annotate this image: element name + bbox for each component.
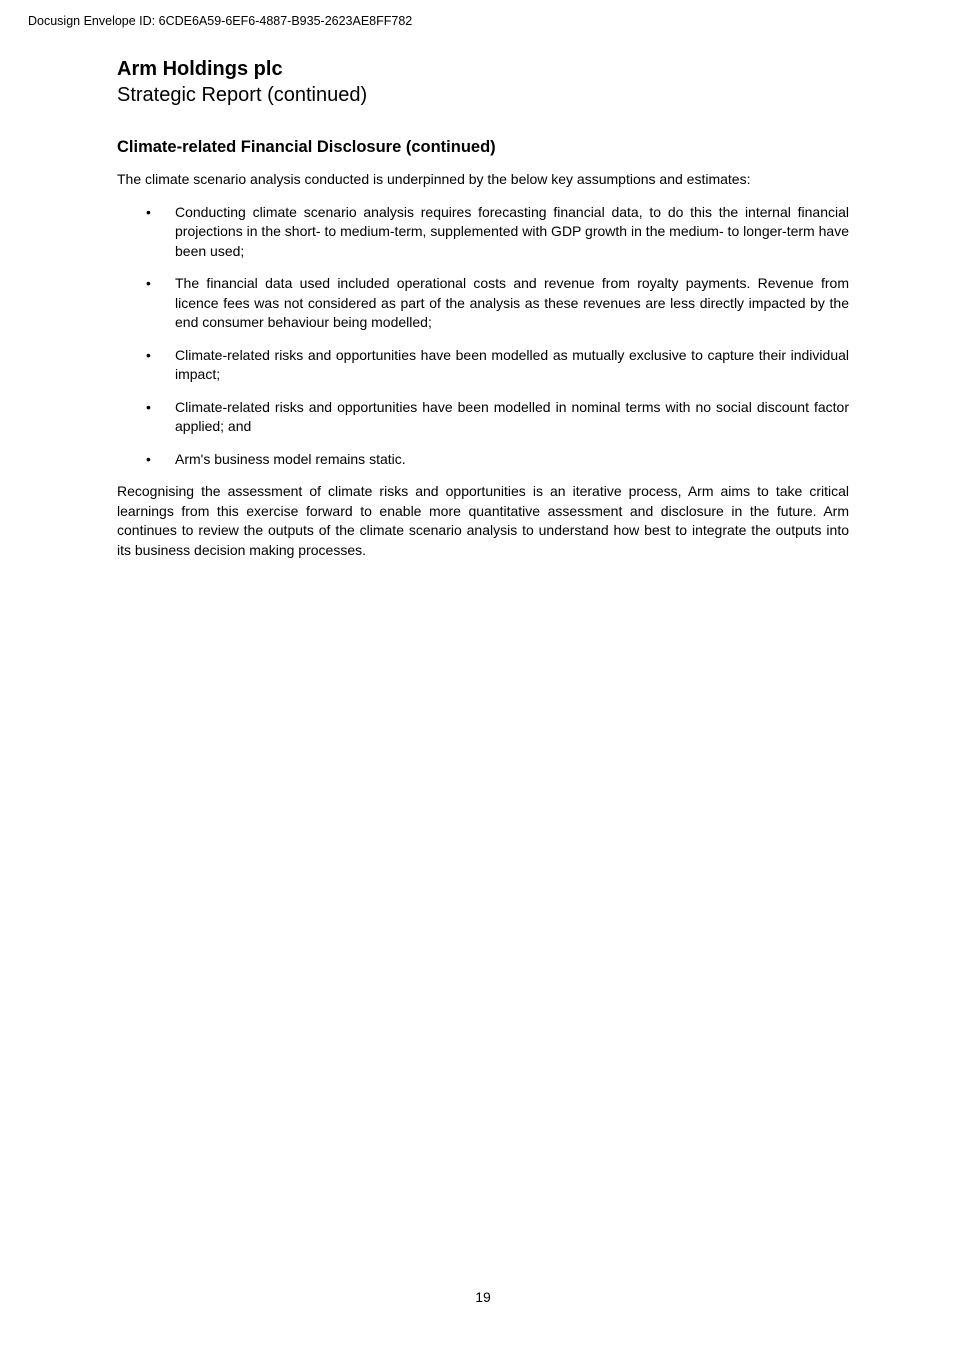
list-item-text: The financial data used included operational costs and revenue from royalty payments. Revenue from licence fees was not considered as part of the analysis as these revenues are less directly impacted by the end consumer behaviour being modelled; [175,275,849,330]
bullet-marker: • [146,203,151,220]
list-item-text: Climate-related risks and opportunities have been modelled as mutually exclusive to capture their individual impact; [175,346,849,382]
bullet-marker: • [146,346,151,363]
bullet-marker: • [146,450,151,467]
assumptions-list [117,203,849,470]
list-item [117,346,849,385]
list-item-text: Conducting climate scenario analysis requires forecasting financial data, to do this the internal financial projections in the short- to medium-term, supplemented with GDP growth in the medium- to longer-term have been used; [175,203,849,259]
report-title: Strategic Report (continued) [117,84,368,106]
company-name: Arm Holdings plc [117,58,283,80]
list-item-text: Arm's business model remains static. [175,450,406,467]
section-heading: Climate-related Financial Disclosure (continued) [117,138,496,156]
list-item [117,274,849,333]
page-content [117,56,849,560]
list-item [117,203,849,262]
bullet-marker: • [146,398,151,415]
list-item [117,398,849,437]
docusign-envelope-id: Docusign Envelope ID: 6CDE6A59-6EF6-4887-B935-2623AE8FF782 [28,14,413,28]
closing-paragraph: Recognising the assessment of climate risks and opportunities is an iterative process, Arm aims to take critical learnings from this exercise forward to enable more quantitative assessment and disclosure in the future. Arm continues to review the outputs of the climate scenario analysis to understand how best to integrate the outputs into its business decision making processes. [117,483,849,558]
list-item-text: Climate-related risks and opportunities have been modelled in nominal terms with no social discount factor applied; and [175,398,849,434]
list-item [117,450,849,470]
page-number: 19 [475,1289,491,1305]
bullet-marker: • [146,275,151,291]
intro-paragraph: The climate scenario analysis conducted is underpinned by the below key assumptions and estimates: [117,171,751,187]
